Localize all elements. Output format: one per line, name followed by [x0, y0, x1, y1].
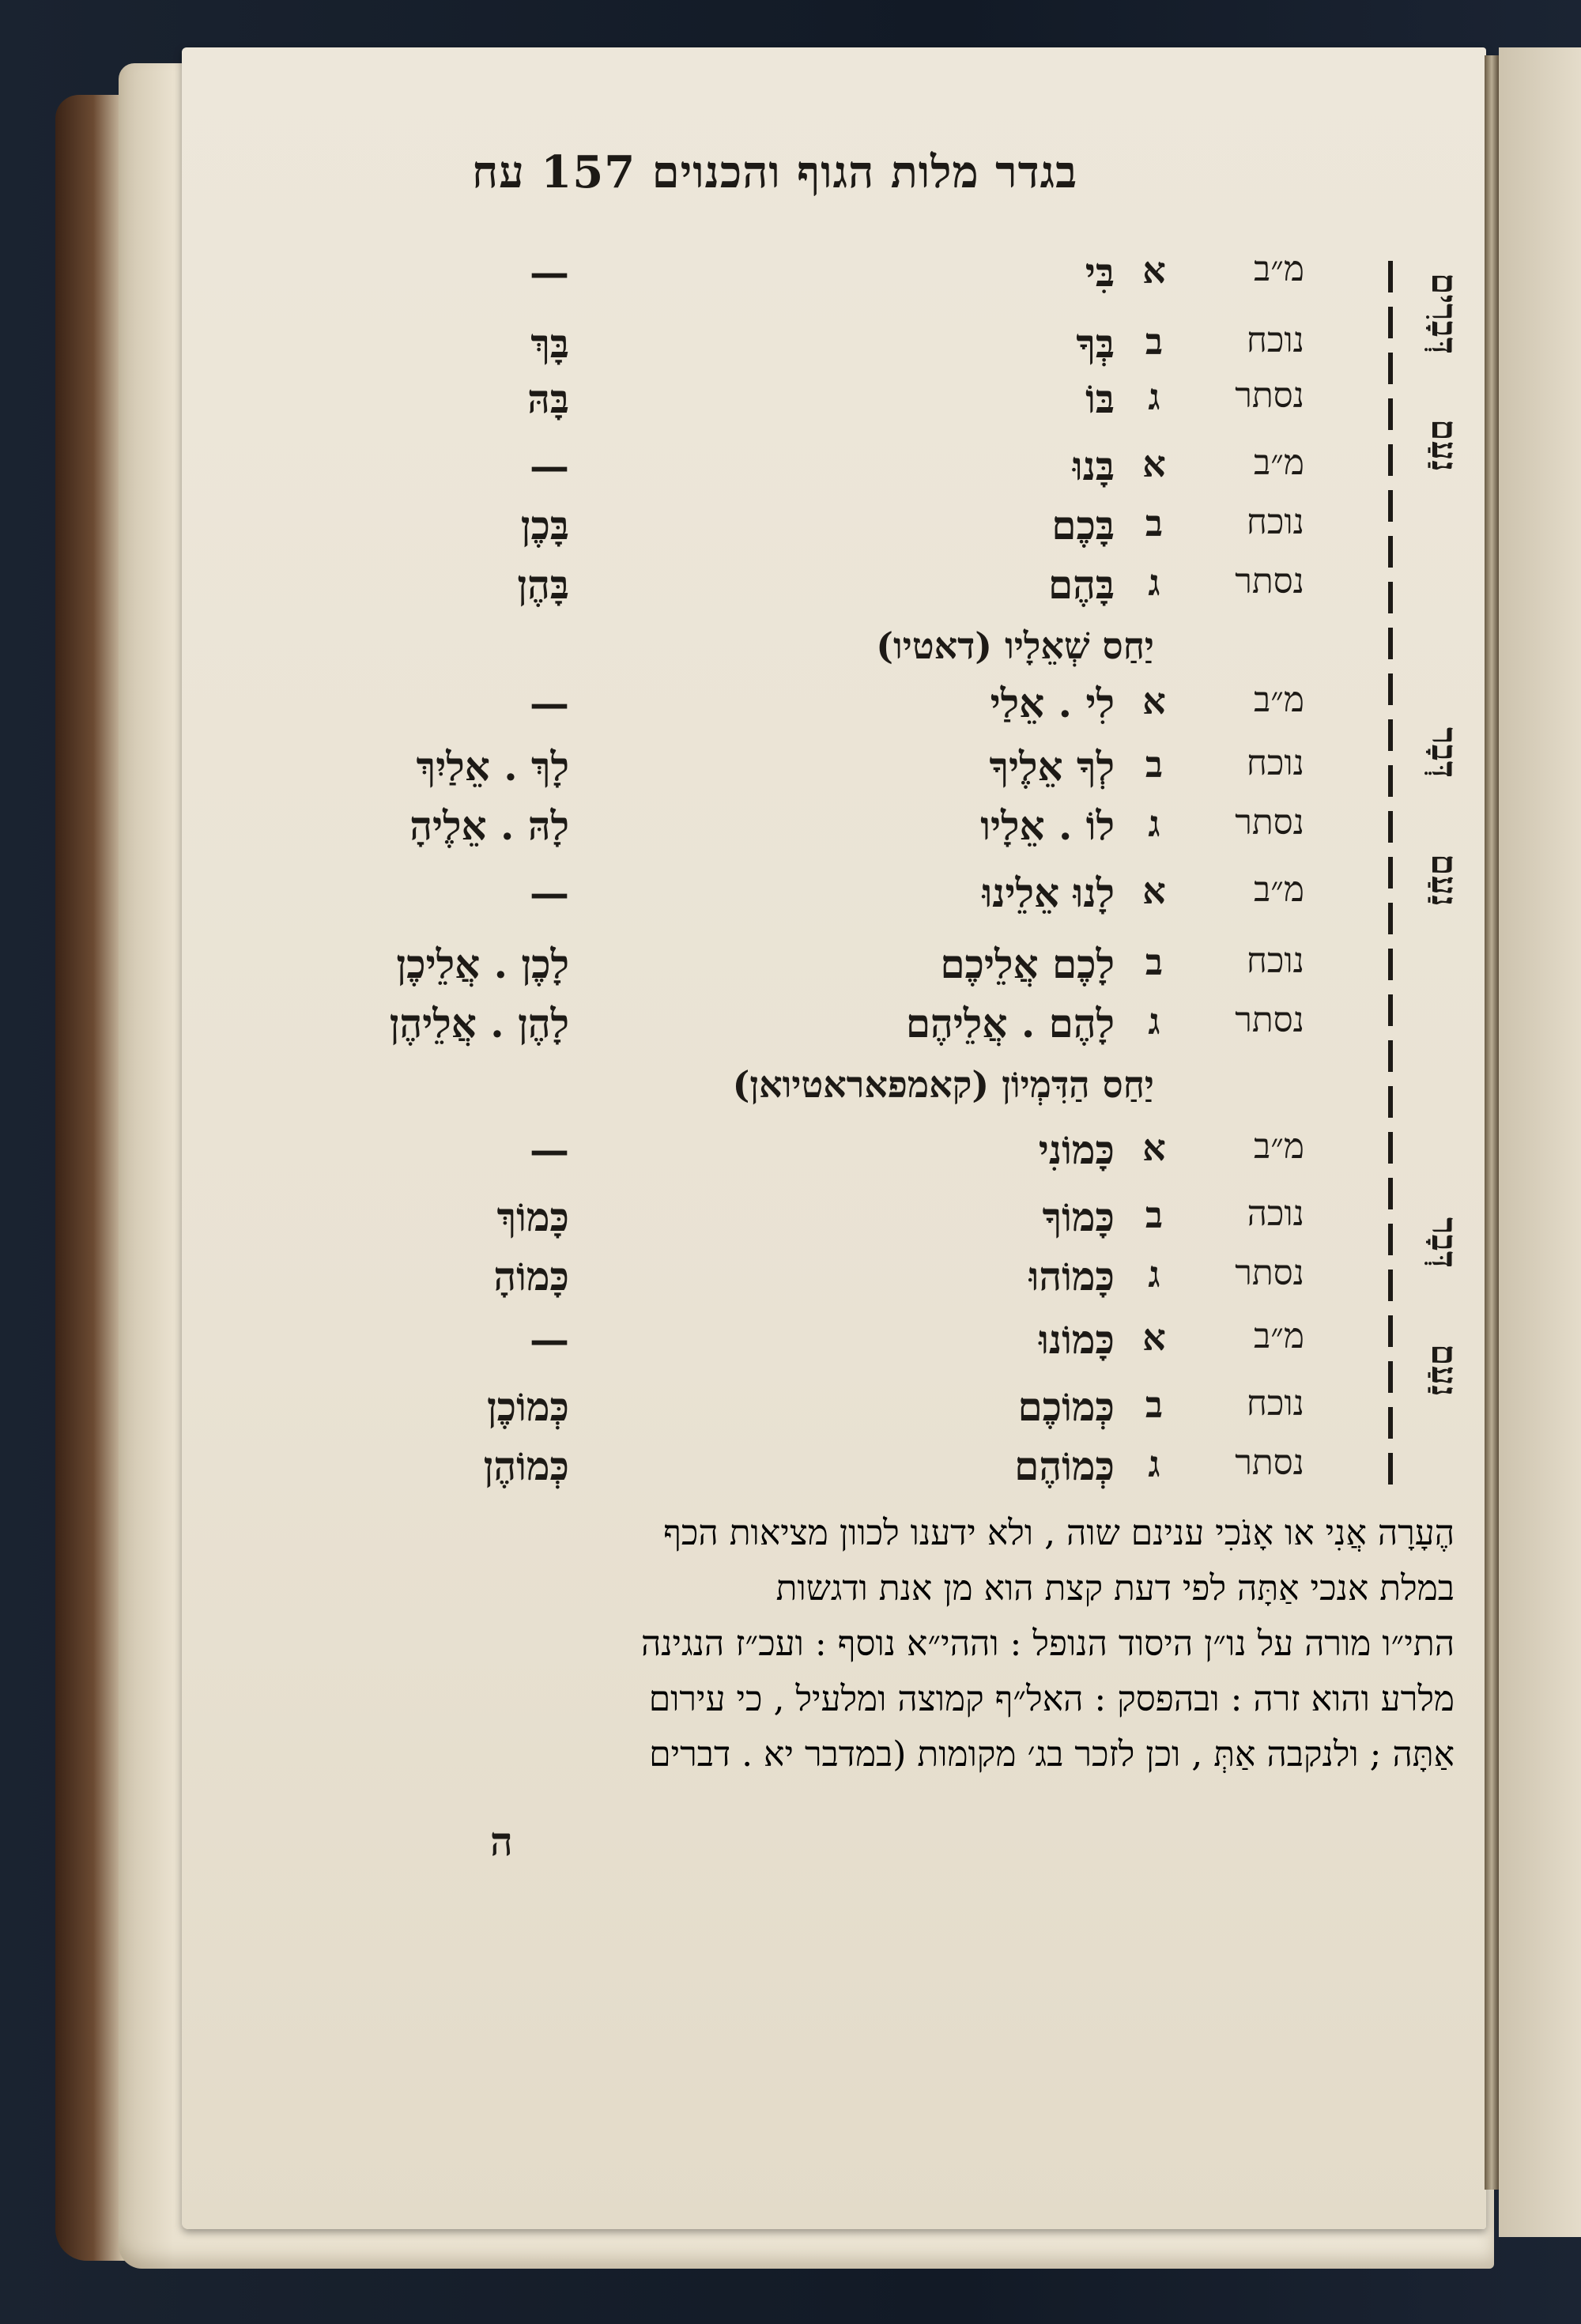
running-head: בגדר מלות הגוף והכנוים 157 עח	[471, 146, 1078, 198]
row-masculine: כָּמוֹךָ	[1042, 1194, 1115, 1240]
row-person: מ״ב	[1253, 1316, 1304, 1356]
row-masculine: בָּנוּ	[1072, 443, 1115, 489]
row-person: נסתר	[1235, 561, 1304, 602]
row-person: נוכח	[1246, 743, 1304, 783]
row-letter: ג	[1148, 1000, 1160, 1043]
margin-mark: דְּבָר	[1424, 727, 1464, 778]
row-person: נוכה	[1247, 1194, 1304, 1234]
row-person: מ״ב	[1253, 249, 1304, 289]
row-person: מ״ב	[1253, 443, 1304, 483]
margin-mark: דְּבָרִים	[1424, 273, 1464, 354]
table-row	[0, 1194, 1304, 1249]
table-row	[0, 941, 1304, 996]
row-masculine: לִי . אֵלַי	[990, 680, 1115, 726]
row-letter: ג	[1148, 802, 1160, 845]
row-masculine: לָנוּ אֵלֵינוּ	[982, 870, 1115, 916]
margin-mark: נַעַם	[1424, 1344, 1464, 1397]
table-row	[0, 1126, 1304, 1182]
row-feminine: לָהֶן . אֲלֵיהֶן	[389, 1000, 569, 1047]
row-feminine: לָכֶן . אֲלֵיכֶן	[396, 941, 569, 987]
row-masculine: לָהֶם . אֲלֵיהֶם	[905, 1000, 1115, 1047]
row-person: נוכח	[1246, 320, 1304, 360]
table-row	[0, 1316, 1304, 1371]
table-row	[0, 1383, 1304, 1439]
signature-mark: ה	[490, 1818, 513, 1865]
book-gutter	[1485, 55, 1499, 2190]
row-person: מ״ב	[1253, 870, 1304, 910]
row-person: נסתר	[1235, 1443, 1304, 1483]
row-masculine: בָּכֶם	[1051, 502, 1115, 549]
row-feminine: —	[530, 1126, 569, 1173]
row-feminine: בָּךְ	[530, 320, 569, 367]
row-letter: א	[1142, 1126, 1166, 1169]
row-masculine: לָכֶם אֲלֵיכֶם	[940, 941, 1115, 987]
table-row	[0, 802, 1304, 858]
row-letter: ב	[1145, 1194, 1164, 1236]
row-letter: א	[1142, 443, 1166, 485]
row-masculine: כָּמוֹהוּ	[1028, 1253, 1115, 1300]
table-row	[0, 320, 1304, 375]
row-letter: ג	[1148, 375, 1160, 418]
table-row	[0, 870, 1304, 925]
table-row	[0, 249, 1304, 304]
row-letter: ג	[1148, 1253, 1160, 1296]
row-feminine: כְּמוֹכֶן	[486, 1383, 569, 1430]
row-feminine: —	[530, 1316, 569, 1363]
table-row	[0, 1443, 1304, 1498]
table-row	[0, 1253, 1304, 1308]
row-letter: א	[1142, 1316, 1166, 1359]
row-masculine: לוֹ . אֵלָיו	[980, 802, 1115, 849]
note-paragraph	[395, 1506, 1455, 1783]
row-masculine: כָּמוֹנִי	[1038, 1126, 1115, 1173]
note-line: הֶעָרָה אֲנִי או אָנֹכִי ענינם שוה , ולא ידענו לכוון מציאות הכף	[663, 1513, 1455, 1553]
row-feminine: בָּהֶן	[517, 561, 569, 608]
row-letter: ב	[1145, 1383, 1164, 1426]
row-masculine: בּוֹ	[1085, 375, 1115, 422]
row-feminine: בָּהּ	[527, 375, 569, 422]
note-line: במלת אנכי אַתָּה לפי דעת קצת הוא מן אנת ודגשות	[775, 1568, 1455, 1609]
row-person: נוכח	[1246, 1383, 1304, 1424]
row-person: נוכח	[1246, 941, 1304, 981]
row-feminine: לָךְ . אֵלַיִךְ	[416, 743, 569, 790]
row-letter: ב	[1145, 743, 1164, 786]
row-masculine: כָּמוֹנוּ	[1039, 1316, 1115, 1363]
row-feminine: כְּמוֹהֶן	[483, 1443, 569, 1489]
row-feminine: —	[530, 443, 569, 489]
facing-page-edge	[1499, 47, 1581, 2237]
row-masculine: בִּי	[1085, 249, 1115, 296]
row-feminine: —	[530, 249, 569, 296]
table-row	[0, 561, 1304, 617]
subheading-dative: יַחַס שְׁאֵלָיו (דאטיו)	[876, 624, 1154, 667]
row-person: מ״ב	[1253, 680, 1304, 720]
row-feminine: לָהּ . אֵלֶיהָ	[409, 802, 569, 849]
subheading-comparative: יַחַס הַדִּמְיוֹן (קאמפאראטיואן)	[732, 1063, 1154, 1106]
margin-mark: דְּבָר	[1424, 1217, 1464, 1268]
row-letter: ב	[1145, 502, 1164, 545]
row-person: נסתר	[1235, 1000, 1304, 1040]
row-person: מ״ב	[1253, 1126, 1304, 1167]
row-letter: ג	[1148, 1443, 1160, 1485]
row-masculine: כְּמוֹהֶם	[1014, 1443, 1115, 1489]
row-masculine: לְךָ אֵלֶיךָ	[989, 743, 1115, 790]
row-feminine: כָּמוֹהָ	[493, 1253, 569, 1300]
table-row	[0, 502, 1304, 557]
table-row	[0, 680, 1304, 735]
table-row	[0, 375, 1304, 431]
row-masculine: בָּהֶם	[1047, 561, 1115, 608]
margin-mark: נַעַם	[1424, 854, 1464, 907]
row-letter: א	[1142, 870, 1166, 912]
row-letter: א	[1142, 680, 1166, 722]
row-person: נסתר	[1235, 375, 1304, 416]
table-row	[0, 1000, 1304, 1055]
table-row	[0, 443, 1304, 498]
margin-mark: נַעַם	[1424, 419, 1464, 472]
row-feminine: כָּמוֹךְ	[496, 1194, 569, 1240]
note-line: התי״ו מורה על נו״ן היסוד הנופל : וההי״א נוסף : ועכ״ז הנגינה	[640, 1624, 1455, 1664]
row-letter: ב	[1145, 941, 1164, 983]
row-letter: ב	[1145, 320, 1164, 363]
note-line: אַתָּה ; ולנקבה אַתְּ , וכן לזכר בג׳ מקומות (במדבר יא . דברים	[649, 1734, 1455, 1775]
row-masculine: בְּךָ	[1076, 320, 1115, 367]
row-feminine: —	[530, 870, 569, 916]
row-masculine: כְּמוֹכֶם	[1017, 1383, 1115, 1430]
margin-rule	[1388, 261, 1393, 1486]
note-line: מלרע והוא זרה : ובהפסק : האל״ף קמוצה ומלעיל , כי עירום	[648, 1679, 1455, 1719]
row-person: נסתר	[1235, 1253, 1304, 1293]
table-row	[0, 743, 1304, 798]
row-person: נוכח	[1246, 502, 1304, 542]
row-person: נסתר	[1235, 802, 1304, 843]
row-feminine: —	[530, 680, 569, 726]
row-letter: א	[1142, 249, 1166, 292]
row-letter: ג	[1148, 561, 1160, 604]
row-feminine: בָּכֶן	[520, 502, 569, 549]
